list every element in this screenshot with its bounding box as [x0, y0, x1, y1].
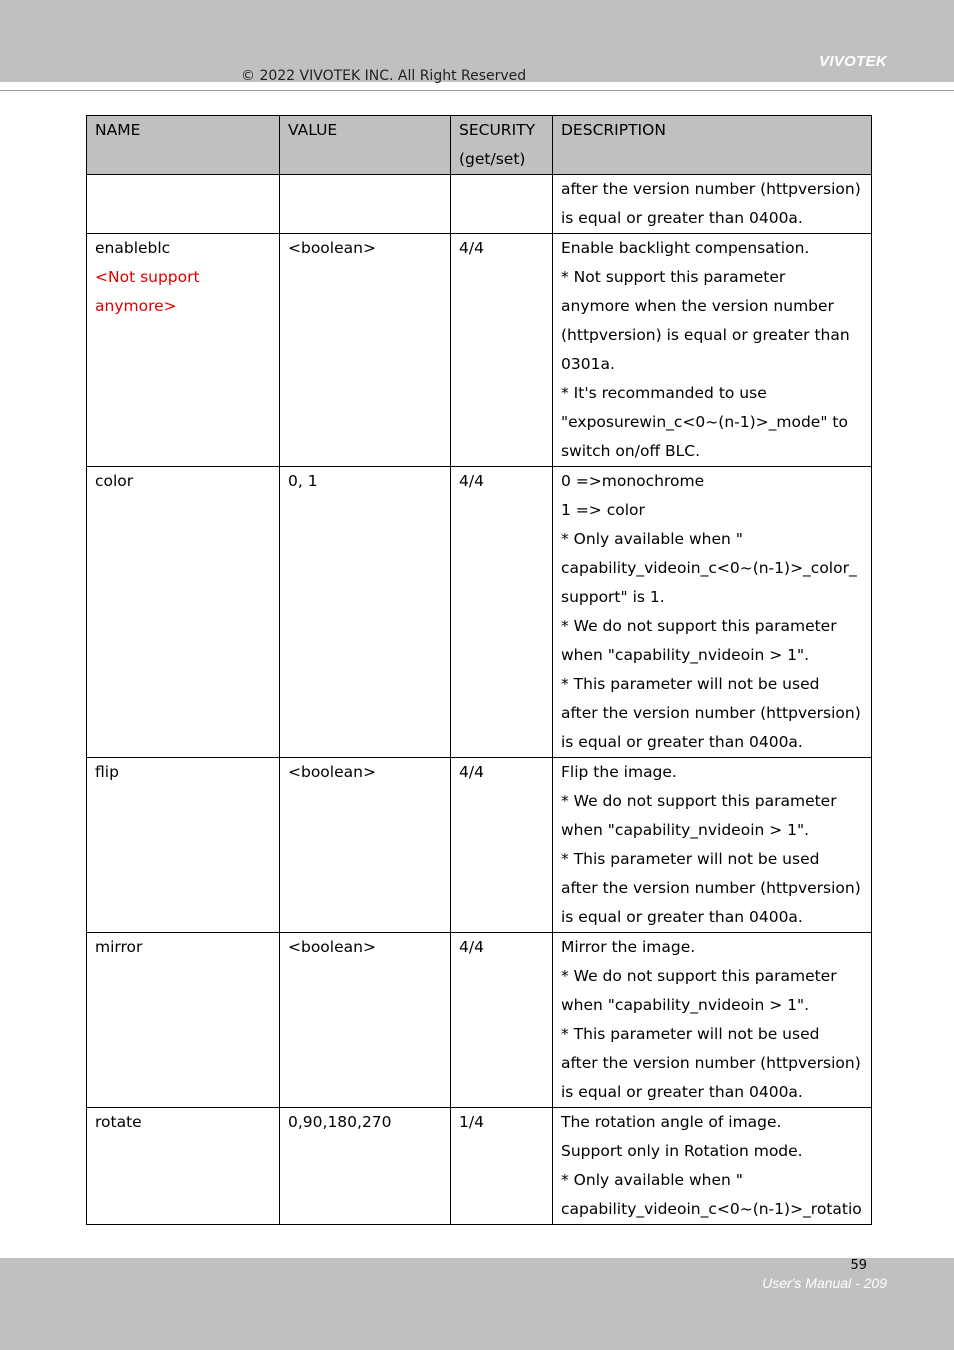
cell-value: <boolean>: [280, 234, 451, 467]
header-divider: [0, 90, 954, 91]
table-header-row: [87, 116, 872, 175]
copyright-text: © 2022 VIVOTEK INC. All Right Reserved: [241, 68, 527, 84]
cell-description: Mirror the image. * We do not support this parameter when "capability_nvideoin > 1". * This parameter will not be used after the version number (httpversion) is equal or greater than 0400a.: [553, 933, 872, 1108]
cell-value: 0, 1: [280, 467, 451, 758]
column-header-value: VALUE: [280, 116, 451, 175]
column-header-security: SECURITY (get/set): [451, 116, 553, 175]
cell-name: [87, 1108, 280, 1225]
manual-page-label: User's Manual - 209: [762, 1275, 887, 1291]
cell-name: [87, 758, 280, 933]
table-row: [87, 467, 872, 758]
cell-security: 1/4: [451, 1108, 553, 1225]
cell-name: [87, 175, 280, 234]
cell-name: [87, 933, 280, 1108]
cell-security: 4/4: [451, 758, 553, 933]
table-row: [87, 1108, 872, 1225]
cell-security: 4/4: [451, 467, 553, 758]
cell-name: [87, 467, 280, 758]
cell-description: Enable backlight compensation. * Not support this parameter anymore when the version number (httpversion) is equal or greater than 0301a. * It's recommanded to use "exposurewin_c<0~(n-1)>_mode" to switch on/off BLC.: [553, 234, 872, 467]
table-row: [87, 234, 872, 467]
cell-description: after the version number (httpversion) is equal or greater than 0400a.: [553, 175, 872, 234]
cell-name: [87, 234, 280, 467]
cell-value: <boolean>: [280, 758, 451, 933]
brand-logo: VIVOTEK: [819, 53, 887, 70]
column-header-description: DESCRIPTION: [553, 116, 872, 175]
cell-security: 4/4: [451, 933, 553, 1108]
table-row: [87, 758, 872, 933]
param-name: rotate: [95, 1113, 142, 1131]
cell-security: [451, 175, 553, 234]
footer-band: [0, 1258, 954, 1350]
table-row: [87, 933, 872, 1108]
param-name: enableblc: [95, 239, 171, 257]
param-name: flip: [95, 763, 119, 781]
not-supported-note: <Not support anymore>: [95, 268, 200, 315]
cell-value: <boolean>: [280, 933, 451, 1108]
cell-value: [280, 175, 451, 234]
cell-description: Flip the image. * We do not support this parameter when "capability_nvideoin > 1". * This parameter will not be used after the version number (httpversion) is equal or greater than 0400a.: [553, 758, 872, 933]
param-name: mirror: [95, 938, 143, 956]
parameter-table: [86, 115, 872, 1225]
cell-value: 0,90,180,270: [280, 1108, 451, 1225]
page-number: 59: [850, 1258, 867, 1273]
cell-security: 4/4: [451, 234, 553, 467]
table-row: [87, 175, 872, 234]
cell-description: 0 =>monochrome 1 => color * Only available when " capability_videoin_c<0~(n-1)>_color_ support" is 1. * We do not support this parameter when "capability_nvideoin > 1". * This parameter will not be used after the version number (httpversion) is equal or greater than 0400a.: [553, 467, 872, 758]
column-header-name: NAME: [87, 116, 280, 175]
cell-description: The rotation angle of image. Support only in Rotation mode. * Only available when " capability_videoin_c<0~(n-1)>_rotatio: [553, 1108, 872, 1225]
param-name: color: [95, 472, 134, 490]
